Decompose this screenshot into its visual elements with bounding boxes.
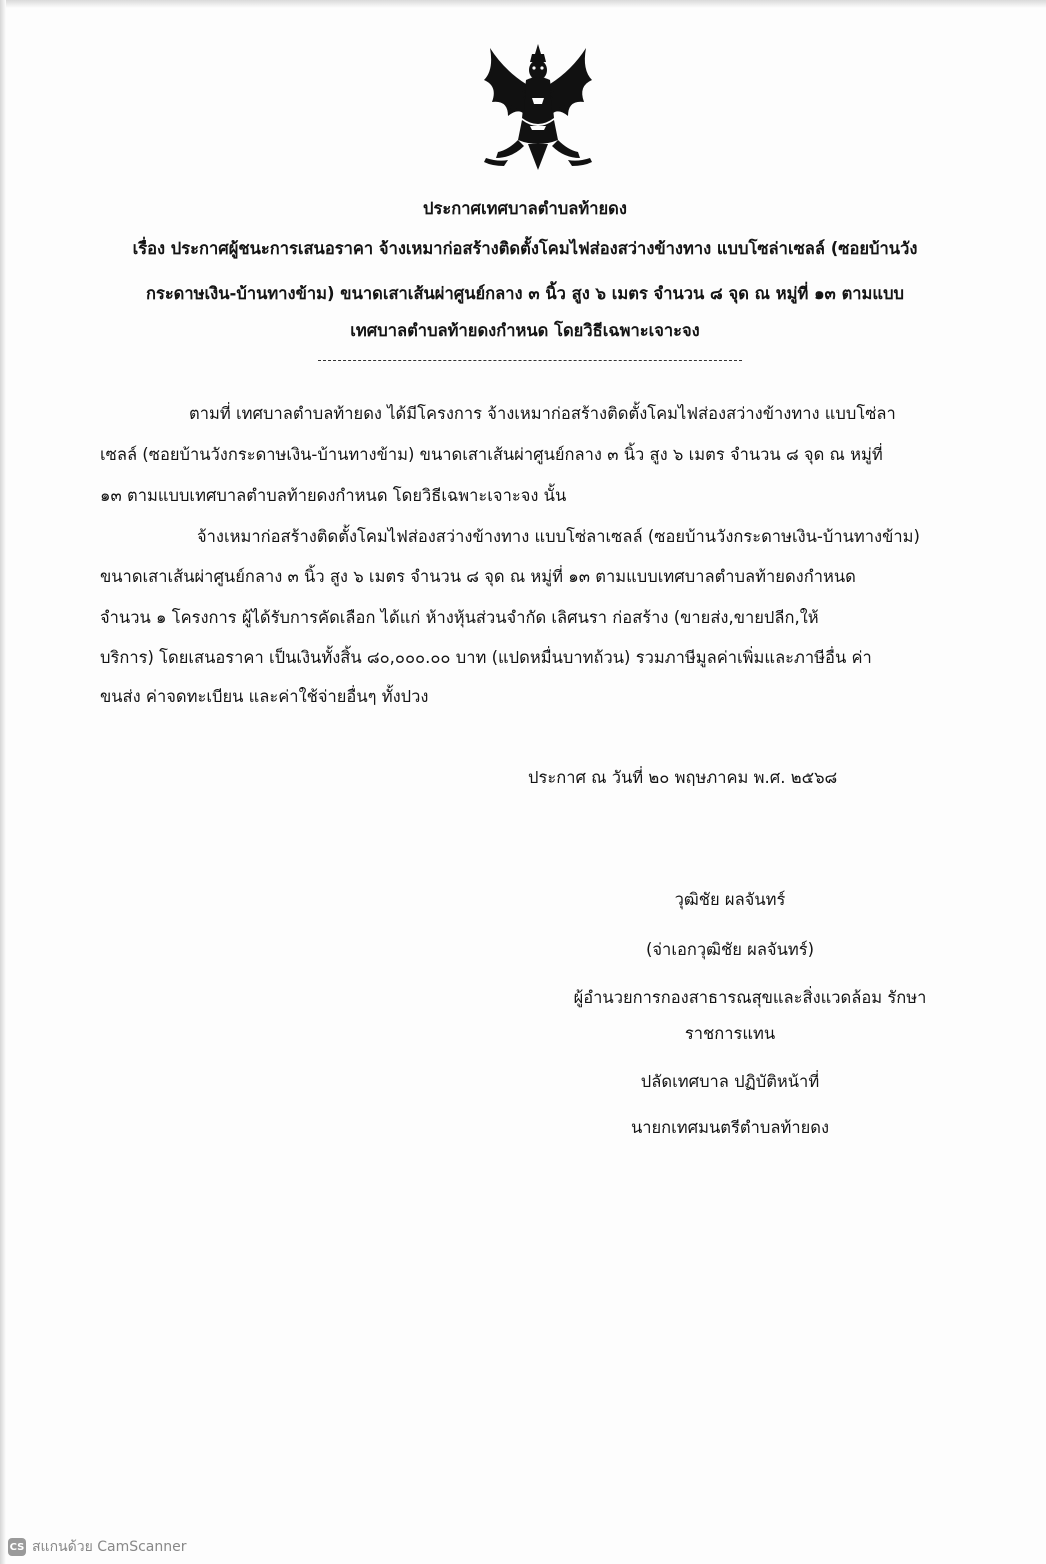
scan-left-edge bbox=[0, 0, 6, 1564]
subject-line-3: เทศบาลตำบลท้ายดงกำหนด โดยวิธีเฉพาะเจาะจง bbox=[350, 321, 700, 340]
paragraph1-line-1: ตามที่ เทศบาลตำบลท้ายดง ได้มีโครงการ จ้างเหมาก่อสร้างติดตั้งโคมไฟส่องสว่างข้างทาง แบบโซ่ลา bbox=[189, 404, 896, 423]
paragraph2-line-2: ขนาดเสาเส้นผ่าศูนย์กลาง ๓ นิ้ว สูง ๖ เมตร จำนวน ๘ จุด ณ หมู่ที่ ๑๓ ตามแบบเทศบาลตำบลท้ายดงกำหนด bbox=[100, 567, 856, 586]
announce-date: ประกาศ ณ วันที่ ๒๐ พฤษภาคม พ.ศ. ๒๕๖๘ bbox=[528, 768, 838, 787]
camscanner-text: สแกนด้วย CamScanner bbox=[32, 1539, 187, 1555]
signer-position-line-4: นายกเทศมนตรีตำบลท้ายดง bbox=[630, 1118, 830, 1137]
paragraph2-line-5: ขนส่ง ค่าจดทะเบียน และค่าใช้จ่ายอื่นๆ ทั้งปวง bbox=[100, 687, 429, 706]
camscanner-watermark bbox=[8, 1536, 187, 1558]
document-title: ประกาศเทศบาลตำบลท้ายดง bbox=[423, 199, 627, 218]
subject-line-1: เรื่อง ประกาศผู้ชนะการเสนอราคา จ้างเหมาก่อสร้างติดตั้งโคมไฟส่องสว่างข้างทาง แบบโซล่าเซลล์ (ซอยบ้านวัง bbox=[132, 239, 918, 258]
signed-name: วุฒิชัย ผลจันทร์ bbox=[674, 890, 786, 909]
paragraph2-line-1: จ้างเหมาก่อสร้างติดตั้งโคมไฟส่องสว่างข้างทาง แบบโซ่ลาเซลล์ (ซอยบ้านวังกระดาษเงิน-บ้านทางข้าม) bbox=[197, 527, 920, 546]
paragraph2-line-4: บริการ) โดยเสนอราคา เป็นเงินทั้งสิ้น ๘๐,๐๐๐.๐๐ บาท (แปดหมื่นบาทถ้วน) รวมภาษีมูลค่าเพิ่มและภาษีอื่น ค่า bbox=[100, 648, 872, 667]
signer-full-name: (จ่าเอกวุฒิชัย ผลจันทร์) bbox=[645, 940, 815, 959]
garuda-emblem-icon bbox=[468, 40, 608, 180]
camscanner-logo-icon: CS bbox=[8, 1538, 26, 1556]
paragraph1-line-3: ๑๓ ตามแบบเทศบาลตำบลท้ายดงกำหนด โดยวิธีเฉพาะเจาะจง นั้น bbox=[100, 486, 567, 505]
scan-top-strip bbox=[0, 0, 1046, 8]
signer-position-line-3: ปลัดเทศบาล ปฏิบัติหน้าที่ bbox=[640, 1072, 820, 1091]
subject-line-2: กระดาษเงิน-บ้านทางข้าม) ขนาดเสาเส้นผ่าศูนย์กลาง ๓ นิ้ว สูง ๖ เมตร จำนวน ๘ จุด ณ หมู่ที่ ๑๓ ตามแบบ bbox=[145, 284, 905, 303]
paragraph1-line-2: เซลล์ (ซอยบ้านวังกระดาษเงิน-บ้านทางข้าม) ขนาดเสาเส้นผ่าศูนย์กลาง ๓ นิ้ว สูง ๖ เมตร จำนวน ๘ จุด ณ หมู่ที่ bbox=[100, 445, 883, 464]
signer-position-line-2: ราชการแทน bbox=[684, 1024, 776, 1043]
paragraph2-line-3: จำนวน ๑ โครงการ ผู้ได้รับการคัดเลือก ได้แก่ ห้างหุ้นส่วนจำกัด เลิศนรา ก่อสร้าง (ขายส่ง,ขายปลีก,ให้ bbox=[100, 608, 819, 627]
signer-position-line-1: ผู้อำนวยการกองสาธารณสุขและสิ่งแวดล้อม รักษา bbox=[573, 988, 927, 1007]
title-divider bbox=[318, 360, 742, 361]
